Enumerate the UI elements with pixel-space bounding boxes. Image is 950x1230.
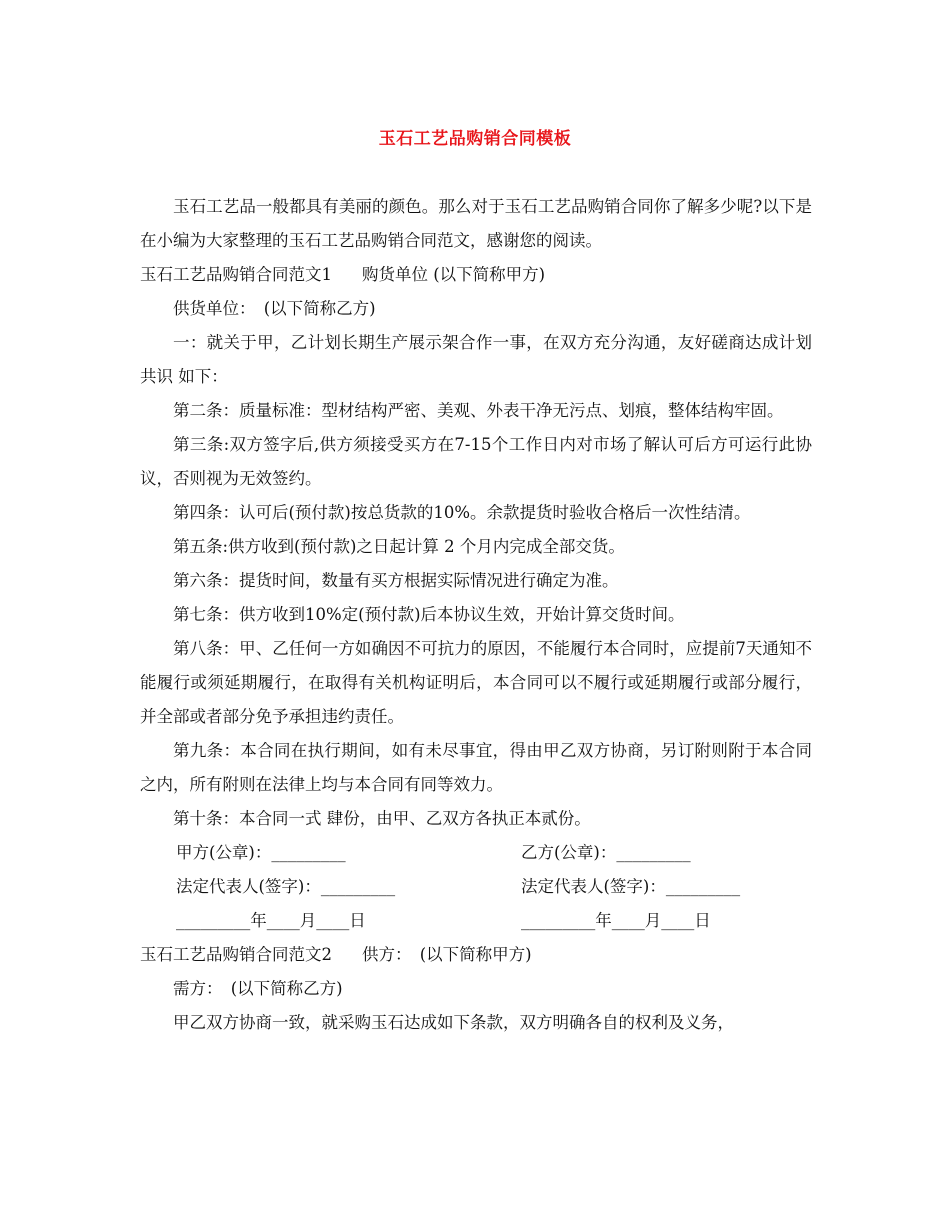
sample1-supplier: 供货单位： (以下简称乙方) [173, 299, 376, 318]
party-a-seal: 甲方(公章)：_________ [176, 843, 346, 862]
clause-3: 第三条:双方签字后,供方须接受买方在7-15个工作日内对市场了解认可后方可运行此协议，否则视为无效签约。 [140, 435, 812, 488]
party-a-representative: 法定代表人(签字)：_________ [176, 877, 396, 896]
sample2-supplier: 供方： (以下简称甲方) [362, 945, 532, 964]
date-row [140, 904, 812, 938]
sample2-heading-line [140, 938, 812, 972]
party-a-date: _________年____月____日 [176, 911, 366, 930]
seal-row [140, 836, 812, 870]
clause-7: 第七条：供方收到10%定(预付款)后本协议生效，开始计算交货时间。 [173, 605, 685, 624]
document-body [140, 190, 812, 1040]
clause-4: 第四条：认可后(预付款)按总货款的10%。余款提货时验收合格后一次性结清。 [173, 503, 751, 522]
clause-1: 一：就关于甲，乙计划长期生产展示架合作一事，在双方充分沟通，友好磋商达成计划共识 如下： [140, 333, 812, 386]
sample2-first-paragraph: 甲乙双方协商一致，就采购玉石达成如下条款，双方明确各自的权利及义务， [173, 1013, 734, 1032]
clause-6: 第六条：提货时间，数量有买方根据实际情况进行确定为准。 [173, 571, 619, 590]
clause-2: 第二条：质量标准：型材结构严密、美观、外表干净无污点、划痕，整体结构牢固。 [173, 401, 784, 420]
party-b-date: _________年____月____日 [521, 911, 711, 930]
representative-row [140, 870, 812, 904]
intro-paragraph: 玉石工艺品一般都具有美丽的颜色。那么对于玉石工艺品购销合同你了解多少呢?以下是在小编为大家整理的玉石工艺品购销合同范文，感谢您的阅读。 [140, 197, 812, 250]
party-b-seal: 乙方(公章)：_________ [521, 843, 691, 862]
sample2-buyer: 需方： (以下简称乙方) [173, 979, 343, 998]
sample1-buyer: 购货单位 (以下简称甲方) [362, 265, 546, 284]
clause-5: 第五条:供方收到(预付款)之日起计算 2 个月内完成全部交货。 [173, 537, 625, 556]
document-title: 玉石工艺品购销合同模板 [378, 129, 572, 149]
sample1-heading: 玉石工艺品购销合同范文1 [140, 265, 332, 284]
clause-9: 第九条：本合同在执行期间，如有未尽事宜，得由甲乙双方协商，另订附则附于本合同之内，所有附则在法律上均与本合同有同等效力。 [140, 741, 812, 794]
party-b-representative: 法定代表人(签字)：_________ [521, 877, 741, 896]
sample1-heading-line [140, 258, 812, 292]
clause-8: 第八条：甲、乙任何一方如确因不可抗力的原因，不能履行本合同时，应提前7天通知不能履行或须延期履行，在取得有关机构证明后，本合同可以不履行或延期履行或部分履行，并全部或者部分免予承担违约责任。 [140, 639, 812, 726]
clause-10: 第十条：本合同一式 肆份，由甲、乙双方各执正本贰份。 [173, 809, 591, 828]
sample2-heading: 玉石工艺品购销合同范文2 [140, 945, 332, 964]
